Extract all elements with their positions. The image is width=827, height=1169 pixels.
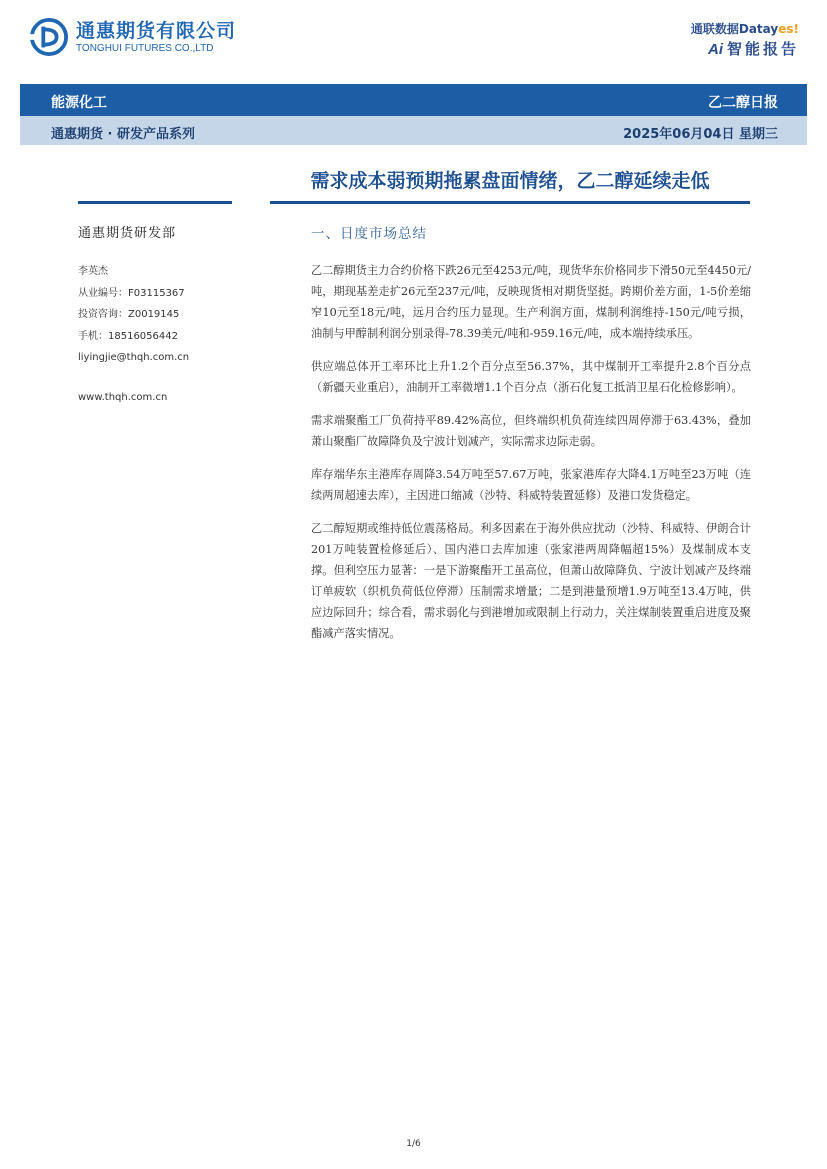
company-name-en: TONGHUI FUTURES CO.,LTD xyxy=(76,42,214,54)
report-date: 2025年06月04日 星期三 xyxy=(623,127,778,142)
ai-report-label xyxy=(691,40,799,59)
series-label: 通惠期货 · 研发产品系列 xyxy=(51,127,195,142)
datayes-brand-main: Datay xyxy=(738,22,779,36)
datayes-logo xyxy=(691,22,799,36)
title-divider xyxy=(270,201,750,204)
phone-number: 手机：18516056442 xyxy=(78,330,178,342)
datayes-brand-accent: es! xyxy=(778,22,799,36)
datayes-brand xyxy=(691,22,799,59)
sector-band xyxy=(20,84,807,116)
report-title: 需求成本弱预期拖累盘面情绪，乙二醇延续走低 xyxy=(310,170,710,192)
website-link[interactable]: www.thqh.com.cn xyxy=(78,391,168,403)
paragraph-outlook: 乙二醇短期或维持低位震荡格局。利多因素在于海外供应扰动（沙特、科威特、伊朗合计201万吨装置检修延后）、国内港口去库加速（张家港两周降幅超15%）及煤制成本支撑。但利空压力显著：一是下游聚酯开工虽高位，但萧山故障降负、宁波计划减产及终端订单疲软（织机负荷低位停滞）压制需求增量；二是到港量预增1.9万吨至13.4万吨，供应边际回升；综合看，需求弱化与到港增加或限制上行动力，关注煤制装置重启进度及聚酯减产落实情况。 xyxy=(311,522,751,640)
company-logo xyxy=(30,18,236,56)
sector-label: 能源化工 xyxy=(51,95,107,111)
sidebar-divider xyxy=(78,201,232,204)
department-name: 通惠期货研发部 xyxy=(78,226,177,241)
ai-icon: Ai xyxy=(707,41,723,58)
ai-report-text: 智能报告 xyxy=(726,40,799,58)
paragraph-price: 乙二醇期货主力合约价格下跌26元至4253元/吨，现货华东价格同步下滑50元至4450元/吨，期现基差走扩26元至237元/吨，反映现货相对期货坚挺。跨期价差方面，1-5价差缩窄10元至18元/吨，远月合约压力显现。生产利润方面，煤制利润维持-150元/吨亏损，油制与甲醇制利润分别录得-78.39美元/吨和-959.16元/吨，成本端持续承压。 xyxy=(311,264,751,340)
license-number: 从业编号：F03115367 xyxy=(78,287,185,299)
paragraph-supply: 供应端总体开工率环比上升1.2个百分点至56.37%，其中煤制开工率提升2.8个百分点（新疆天业重启），油制开工率微增1.1个百分点（浙石化复工抵消卫星石化检修影响）。 xyxy=(311,360,751,394)
paragraph-demand: 需求端聚酯工厂负荷持平89.42%高位，但终端织机负荷连续四周停滞于63.43%，叠加萧山聚酯厂故障降负及宁波计划减产，实际需求边际走弱。 xyxy=(311,414,751,448)
page-number: 1/6 xyxy=(406,1139,421,1149)
datayes-prefix: 通联数据 xyxy=(690,22,739,36)
series-band xyxy=(20,116,807,145)
paragraph-inventory: 库存端华东主港库存周降3.54万吨至57.67万吨，张家港库存大降4.1万吨至23万吨（连续两周超速去库），主因进口缩减（沙特、科威特装置延修）及港口发货稳定。 xyxy=(311,468,751,502)
consult-number: 投资咨询：Z0019145 xyxy=(78,309,180,320)
analyst-name: 李英杰 xyxy=(78,266,108,277)
company-logo-icon xyxy=(30,18,68,56)
email-link[interactable]: liyingjie@thqh.com.cn xyxy=(78,352,190,363)
report-body xyxy=(311,222,751,656)
company-name-cn: 通惠期货有限公司 xyxy=(76,19,237,42)
report-type-label: 乙二醇日报 xyxy=(708,95,778,111)
section-title: 一、日度市场总结 xyxy=(311,226,427,242)
analyst-sidebar xyxy=(78,222,258,408)
